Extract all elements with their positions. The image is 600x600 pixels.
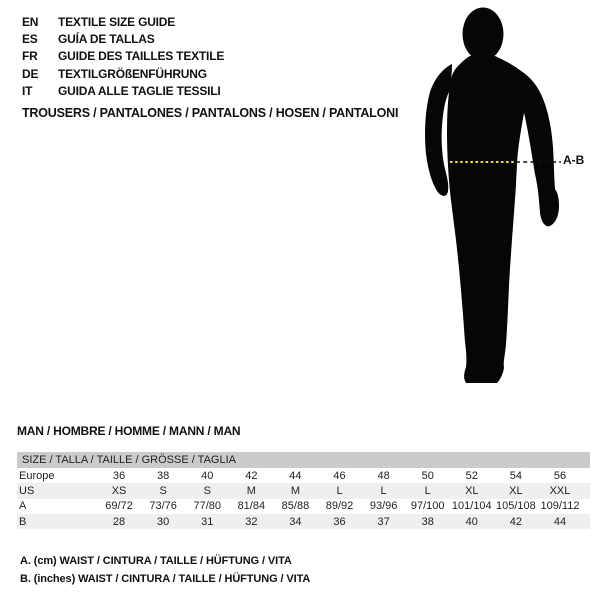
size-cell: L bbox=[380, 484, 387, 497]
language-row bbox=[22, 48, 224, 65]
category-title: TROUSERS / PANTALONES / PANTALONS / HOSEN / PANTALONI bbox=[22, 106, 399, 120]
size-cell: 89/92 bbox=[325, 500, 354, 513]
size-cell: 50 bbox=[421, 469, 434, 482]
size-cell: 44 bbox=[553, 515, 567, 528]
language-code: ES bbox=[22, 32, 38, 47]
size-cell: 69/72 bbox=[105, 500, 133, 513]
language-label: TEXTILE SIZE GUIDE bbox=[58, 14, 176, 29]
language-code: FR bbox=[22, 49, 38, 64]
table-row bbox=[17, 514, 590, 529]
table-row bbox=[17, 468, 590, 483]
row-label: US bbox=[19, 484, 35, 497]
size-cell: XL bbox=[465, 484, 479, 497]
language-code: EN bbox=[22, 14, 39, 29]
row-label: Europe bbox=[19, 469, 55, 482]
size-cell: 40 bbox=[201, 469, 214, 482]
size-cell: 40 bbox=[465, 515, 478, 528]
gender-title: MAN / HOMBRE / HOMME / MANN / MAN bbox=[17, 424, 241, 438]
language-code: DE bbox=[22, 66, 39, 81]
size-table bbox=[17, 468, 590, 529]
size-cell: 42 bbox=[245, 469, 258, 482]
size-cell: 38 bbox=[157, 469, 170, 482]
language-row bbox=[22, 30, 224, 47]
row-label: B bbox=[19, 515, 27, 528]
size-cell: 52 bbox=[465, 469, 478, 482]
size-cell: XXL bbox=[549, 484, 571, 497]
language-label: TEXTILGRÖßENFÜHRUNG bbox=[58, 66, 207, 81]
language-label: GUIDE DES TAILLES TEXTILE bbox=[58, 49, 225, 64]
table-row bbox=[17, 499, 590, 514]
size-cell: 93/96 bbox=[369, 500, 398, 513]
silhouette-body bbox=[447, 55, 528, 384]
size-cell: 31 bbox=[201, 515, 214, 528]
row-label: A bbox=[19, 500, 27, 513]
size-cell: S bbox=[159, 484, 167, 497]
size-cell: S bbox=[203, 484, 211, 497]
size-cell: XL bbox=[509, 484, 523, 497]
size-cell: 28 bbox=[112, 515, 126, 528]
size-cell: 56 bbox=[553, 469, 567, 482]
size-cell: 101/104 bbox=[451, 500, 492, 513]
note-inches: B. (inches) WAIST / CINTURA / TAILLE / HÜFTUNG / VITA bbox=[20, 572, 311, 585]
size-cell: 54 bbox=[509, 469, 523, 482]
size-cell: 32 bbox=[245, 515, 258, 528]
language-code: IT bbox=[22, 84, 33, 99]
man-silhouette bbox=[420, 0, 600, 400]
language-list bbox=[22, 13, 224, 100]
size-cell: M bbox=[290, 484, 300, 497]
size-cell: 85/88 bbox=[281, 500, 310, 513]
size-cell: 34 bbox=[289, 515, 302, 528]
size-cell: 37 bbox=[377, 515, 390, 528]
table-row bbox=[17, 483, 590, 498]
silhouette-head bbox=[463, 8, 504, 61]
note-cm: A. (cm) WAIST / CINTURA / TAILLE / HÜFTUNG / VITA bbox=[20, 555, 292, 567]
size-cell: M bbox=[246, 484, 256, 497]
size-cell: 73/76 bbox=[149, 500, 177, 513]
size-cell: 42 bbox=[509, 515, 523, 528]
size-cell: 48 bbox=[377, 469, 390, 482]
size-cell: L bbox=[424, 484, 431, 497]
size-cell: 30 bbox=[157, 515, 170, 528]
size-cell: 105/108 bbox=[496, 500, 536, 513]
size-cell: 44 bbox=[289, 469, 302, 482]
size-cell: 36 bbox=[112, 469, 126, 482]
language-label: GUIDA ALLE TAGLIE TESSILI bbox=[58, 84, 221, 99]
measurement-notes bbox=[20, 553, 310, 588]
size-cell: 81/84 bbox=[237, 500, 266, 513]
size-cell: 97/100 bbox=[410, 500, 445, 513]
size-cell: 77/80 bbox=[193, 500, 221, 513]
language-label: GUÍA DE TALLAS bbox=[58, 32, 155, 47]
language-row bbox=[22, 83, 224, 100]
size-cell: L bbox=[336, 484, 343, 497]
size-cell: XS bbox=[111, 484, 127, 497]
language-row bbox=[22, 65, 224, 82]
size-cell: 46 bbox=[333, 469, 346, 482]
table-header: SIZE / TALLA / TAILLE / GRÖSSE / TAGLIA bbox=[17, 452, 590, 468]
size-cell: 38 bbox=[421, 515, 434, 528]
measure-label: A-B bbox=[563, 153, 585, 167]
size-cell: 109/112 bbox=[540, 500, 580, 513]
size-cell: 36 bbox=[333, 515, 346, 528]
language-row bbox=[22, 13, 224, 30]
